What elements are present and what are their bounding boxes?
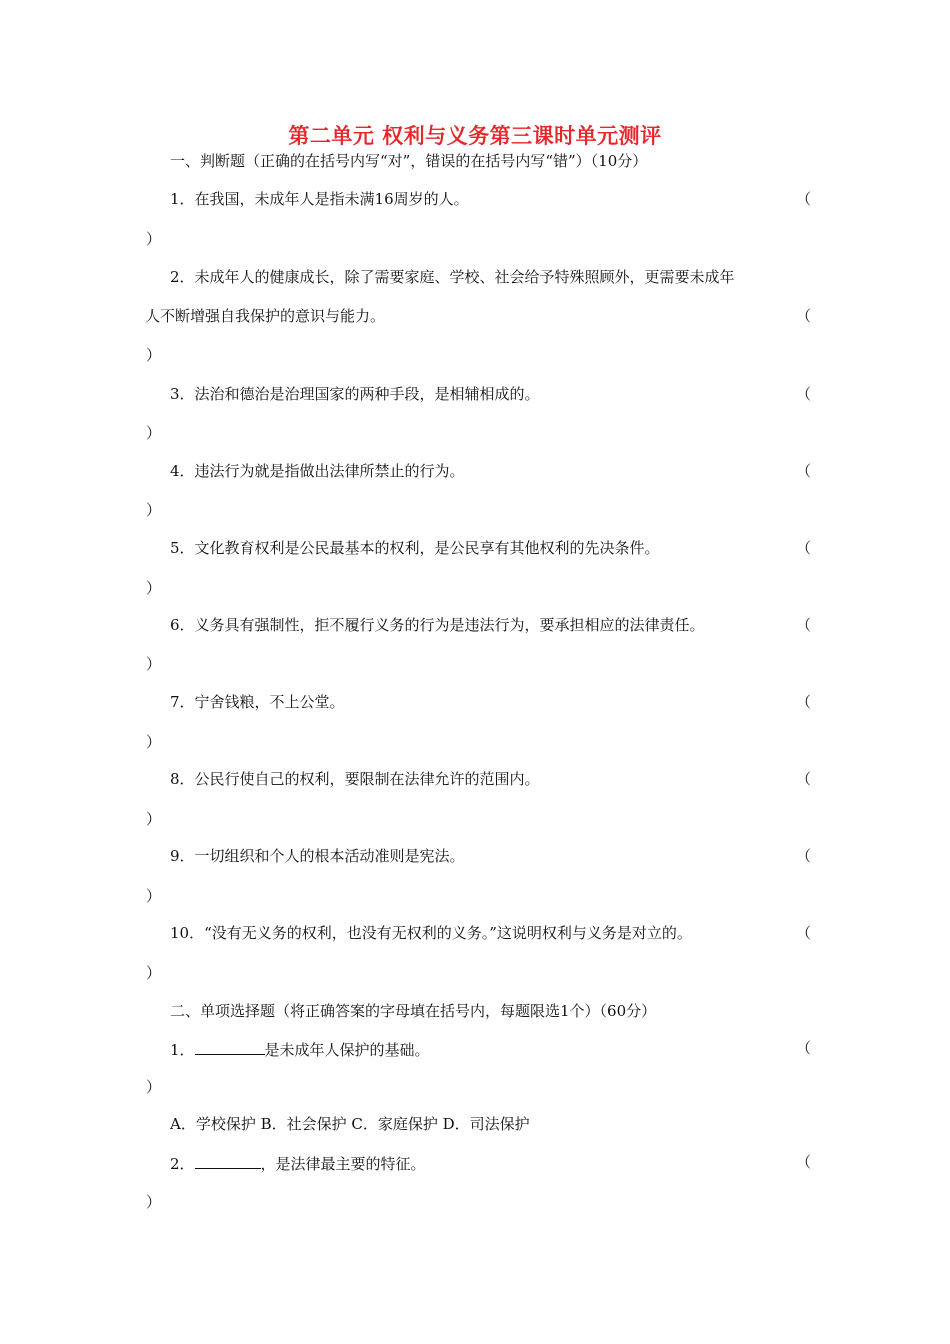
answer-paren-close: ） — [146, 655, 162, 673]
answer-paren-close: ） — [146, 733, 162, 751]
answer-paren-open: （ — [796, 924, 812, 942]
answer-paren-close: ） — [146, 887, 162, 905]
tf-question-4: 4．违法行为就是指做出法律所禁止的行为。 — [170, 462, 465, 480]
answer-paren-open: （ — [796, 770, 812, 788]
mc-question-2-text: ，是法律最主要的特征。 — [260, 1155, 426, 1173]
answer-paren-open: （ — [796, 462, 812, 480]
tf-question-6: 6．义务具有强制性，拒不履行义务的行为是违法行为，要承担相应的法律责任。 — [170, 616, 705, 634]
tf-question-10: 10．“没有无义务的权利，也没有无权利的义务。”这说明权利与义务是对立的。 — [170, 924, 692, 942]
page-title: 第二单元 权利与义务第三课时单元测评 — [288, 124, 662, 148]
answer-paren-open: （ — [796, 616, 812, 634]
mc-question-2 — [170, 1152, 426, 1174]
answer-paren-close: ） — [146, 230, 162, 248]
tf-question-5: 5．文化教育权利是公民最基本的权利，是公民享有其他权利的先决条件。 — [170, 539, 660, 557]
answer-paren-open: （ — [796, 539, 812, 557]
tf-question-2: 2．未成年人的健康成长，除了需要家庭、学校、社会给予特殊照顾外，更需要未成年 — [170, 268, 735, 286]
answer-paren-close: ） — [146, 501, 162, 519]
mc-question-2-number: 2． — [170, 1155, 195, 1173]
answer-paren-close: ） — [146, 1078, 162, 1096]
answer-paren-open: （ — [796, 385, 812, 403]
tf-question-7: 7．宁舍钱粮，不上公堂。 — [170, 693, 345, 711]
tf-question-1: 1．在我国，未成年人是指未满16周岁的人。 — [170, 190, 469, 208]
tf-question-9: 9．一切组织和个人的根本活动准则是宪法。 — [170, 847, 465, 865]
answer-paren-open: （ — [796, 307, 812, 325]
answer-paren-open: （ — [796, 1039, 812, 1057]
tf-question-8: 8．公民行使自己的权利，要限制在法律允许的范围内。 — [170, 770, 540, 788]
mc-question-1-number: 1． — [170, 1041, 195, 1059]
answer-paren-close: ） — [146, 424, 162, 442]
answer-paren-open: （ — [796, 190, 812, 208]
tf-question-2-cont: 人不断增强自我保护的意识与能力。 — [145, 307, 386, 325]
answer-paren-close: ） — [146, 346, 162, 364]
answer-paren-open: （ — [796, 847, 812, 865]
section1-heading: 一、判断题（正确的在括号内写“对”，错误的在括号内写“错”）（10分） — [170, 152, 648, 170]
answer-paren-close: ） — [146, 1193, 162, 1211]
answer-paren-close: ） — [146, 810, 162, 828]
answer-blank — [195, 1152, 261, 1169]
answer-blank — [195, 1038, 265, 1055]
answer-paren-close: ） — [146, 579, 162, 597]
mc-question-1-options: A．学校保护 B．社会保护 C．家庭保护 D．司法保护 — [170, 1115, 530, 1133]
section2-heading: 二、单项选择题（将正确答案的字母填在括号内，每题限选1个）（60分） — [170, 1002, 657, 1020]
answer-paren-open: （ — [796, 693, 812, 711]
answer-paren-close: ） — [146, 964, 162, 982]
answer-paren-open: （ — [796, 1153, 812, 1171]
tf-question-3: 3．法治和德治是治理国家的两种手段，是相辅相成的。 — [170, 385, 540, 403]
mc-question-1-text: 是未成年人保护的基础。 — [264, 1041, 430, 1059]
mc-question-1 — [170, 1038, 430, 1060]
